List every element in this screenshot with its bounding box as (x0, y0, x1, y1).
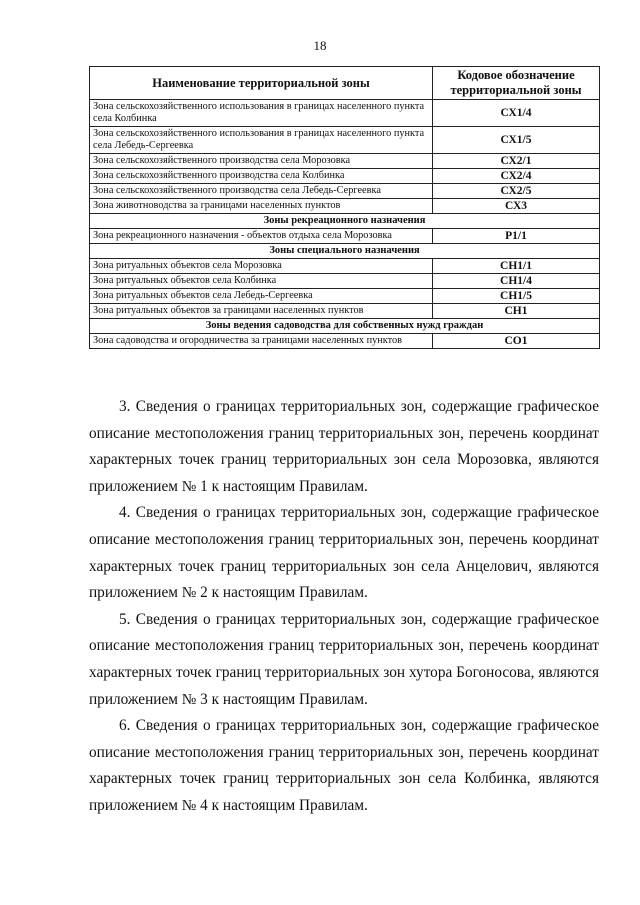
zone-name-cell: Зона ритуальных объектов села Колбинка (90, 274, 433, 289)
zone-name-cell: Зона ритуальных объектов села Лебедь-Сергеевка (90, 289, 433, 304)
zone-name-cell: Зона сельскохозяйственного производства села Колбинка (90, 169, 433, 184)
paragraph: 4. Сведения о границах территориальных зон, содержащие графическое описание местоположения границ территориальных зон, перечень координат характерных точек границ территориальных зон села Анцелович, являются приложением № 2 к настоящим Правилам. (89, 504, 599, 602)
zone-code-cell: СО1 (433, 334, 600, 349)
zones-table (89, 66, 600, 349)
zones-table-body (90, 100, 600, 349)
zone-code-cell: СХ1/4 (433, 100, 600, 127)
section-title: Зоны рекреационного назначения (90, 214, 600, 229)
table-row (90, 229, 600, 244)
table-row (90, 127, 600, 154)
header-code-line1: Кодовое обозначение (457, 68, 575, 82)
paragraph: 3. Сведения о границах территориальных зон, содержащие графическое описание местоположения границ территориальных зон, перечень координат характерных точек границ территориальных зон села Морозовка, являются приложением № 1 к настоящим Правилам. (89, 398, 599, 495)
section-title: Зоны ведения садоводства для собственных нужд граждан (90, 319, 600, 334)
table-section-row (90, 214, 600, 229)
zone-code-cell: СХ2/4 (433, 169, 600, 184)
zone-name-cell: Зона рекреационного назначения - объектов отдыха села Морозовка (90, 229, 433, 244)
zone-name-cell: Зона сельскохозяйственного производства села Лебедь-Сергеевка (90, 184, 433, 199)
zone-code-cell: СН1/5 (433, 289, 600, 304)
paragraph: 5. Сведения о границах территориальных зон, содержащие графическое описание местоположения границ территориальных зон, перечень координат характерных точек границ территориальных зон хутора Богоносова, являются приложением № 3 к настоящим Правилам. (89, 610, 599, 708)
table-row (90, 184, 600, 199)
paragraph: 6. Сведения о границах территориальных зон, содержащие графическое описание местоположения границ территориальных зон, перечень координат характерных точек границ территориальных зон села Колбинка, являются приложением № 4 к настоящим Правилам. (89, 717, 599, 814)
table-row (90, 100, 600, 127)
table-row (90, 289, 600, 304)
table-row (90, 259, 600, 274)
zone-name-cell: Зона ритуальных объектов села Морозовка (90, 259, 433, 274)
zone-code-cell: СХ1/5 (433, 127, 600, 154)
header-zone-name: Наименование территориальной зоны (90, 67, 433, 100)
body-text (89, 394, 599, 820)
zone-code-cell: СХ2/1 (433, 154, 600, 169)
zone-code-cell: СХ3 (433, 199, 600, 214)
zone-code-cell: СН1 (433, 304, 600, 319)
table-row (90, 334, 600, 349)
table-row (90, 304, 600, 319)
section-title: Зоны специального назначения (90, 244, 600, 259)
table-header-row (90, 67, 600, 100)
header-zone-code (433, 67, 600, 100)
header-code-line2: территориальной зоны (450, 83, 582, 97)
zone-name-cell: Зона сельскохозяйственного использования в границах населенного пункта села Лебедь-Сергеевка (90, 127, 433, 154)
zone-code-cell: СН1/4 (433, 274, 600, 289)
zone-name-cell: Зона животноводства за границами населенных пунктов (90, 199, 433, 214)
zone-code-cell: Р1/1 (433, 229, 600, 244)
table-section-row (90, 319, 600, 334)
zone-name-cell: Зона ритуальных объектов за границами населенных пунктов (90, 304, 433, 319)
table-row (90, 169, 600, 184)
table-row (90, 274, 600, 289)
zone-code-cell: СН1/1 (433, 259, 600, 274)
table-section-row (90, 244, 600, 259)
zone-name-cell: Зона садоводства и огородничества за границами населенных пунктов (90, 334, 433, 349)
zone-name-cell: Зона сельскохозяйственного производства села Морозовка (90, 154, 433, 169)
table-row (90, 199, 600, 214)
zone-code-cell: СХ2/5 (433, 184, 600, 199)
zone-name-cell: Зона сельскохозяйственного использования в границах населенного пункта села Колбинка (90, 100, 433, 127)
page-number: 18 (313, 38, 327, 53)
table-row (90, 154, 600, 169)
